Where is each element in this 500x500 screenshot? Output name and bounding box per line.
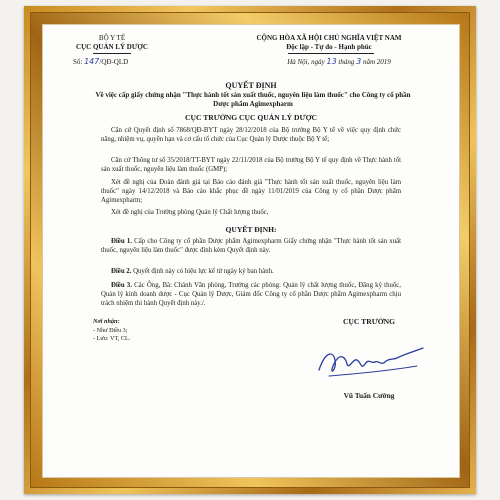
article-2-text: Quyết định này có hiệu lực kể từ ngày ký ban hành. bbox=[133, 268, 274, 275]
article-1-label: Điều 1. bbox=[111, 238, 132, 245]
handwritten-signature bbox=[311, 330, 431, 390]
preamble-paragraph-2: Căn cứ Thông tư số 35/2018/TT-BYT ngày 22/11/2018 của Bộ trưởng Bộ Y tế quy định về Thực hành tốt sản xuất thuốc, nguyên liệu làm thuốc (GMP); bbox=[101, 157, 401, 174]
preamble-paragraph-1: Căn cứ Quyết định số 7868/QĐ-BYT ngày 28/12/2018 của Bộ trưởng Bộ Y tế về việc quy định chức năng, nhiệm vụ, quyền hạn và cơ cấu tổ chức của Cục Quản lý Dược thuộc Bộ Y tế; bbox=[101, 127, 401, 144]
issue-date: Hà Nội, ngày 13 tháng 3 năm 2019 bbox=[287, 57, 391, 66]
article-1 bbox=[101, 237, 401, 255]
handwritten-day: 13 bbox=[326, 57, 337, 66]
recipient-item: - Như Điều 3; bbox=[93, 327, 128, 334]
article-1-text: Cấp cho Công ty cổ phần Dược phẩm Agimexpharm Giấy chứng nhận "Thực hành tốt sản xuất thuốc, nguyên liệu làm thuốc" được đính kèm Quyết định này. bbox=[101, 238, 401, 255]
recipient-item: - Lưu: VT, CL. bbox=[93, 335, 131, 342]
handwritten-month: 3 bbox=[356, 57, 362, 66]
article-3-label: Điều 3. bbox=[111, 282, 132, 289]
document-subject: Về việc cấp giấy chứng nhận "Thực hành tốt sản xuất thuốc, nguyên liệu làm thuốc" cho Công ty cổ phần Dược phẩm Agimexpharm bbox=[95, 91, 411, 108]
article-2 bbox=[101, 267, 401, 276]
decision-document bbox=[42, 24, 460, 478]
ministry-name: BỘ Y TẾ bbox=[98, 34, 126, 42]
document-title: QUYẾT ĐỊNH bbox=[225, 81, 277, 90]
national-slogan: Độc lập - Tự do - Hạnh phúc bbox=[286, 43, 372, 51]
article-3-text: Các Ông, Bà: Chánh Văn phòng, Trưởng các phòng: Quản lý chất lượng thuốc, Đăng ký thuốc, Quản lý kinh doanh dược - Cục Quản lý Dược, Giám đốc Công ty cổ phần Dược phẩm Agimexpharm chịu trách nhiệm thi hành Quyết định này./. bbox=[101, 282, 401, 308]
document-number: Số: 147/QĐ-QLD bbox=[73, 57, 129, 66]
preamble-paragraph-3: Xét đề nghị của Đoàn đánh giá tại Báo cáo đánh giá "Thực hành tốt sản xuất thuốc, nguyên liệu làm thuốc" ngày 14/12/2018 và Báo cáo khắc phục đề ngày 11/01/2019 của Công ty cổ phần Dược phẩm Agimexpharm; bbox=[101, 179, 401, 205]
issuer-title: CỤC TRƯỞNG CỤC QUẢN LÝ DƯỢC bbox=[185, 113, 317, 122]
handwritten-number: 147 bbox=[84, 57, 100, 66]
decision-heading: QUYẾT ĐỊNH: bbox=[225, 225, 277, 234]
slogan-underline bbox=[288, 53, 374, 54]
agency-underline bbox=[93, 53, 131, 54]
signer-name: Vũ Tuấn Cường bbox=[343, 391, 395, 400]
article-3 bbox=[101, 281, 401, 309]
article-2-label: Điều 2. bbox=[111, 268, 132, 275]
preamble-paragraph-4: Xét đề nghị của Trưởng phòng Quản lý Chất lượng thuốc, bbox=[111, 209, 269, 216]
national-motto: CỘNG HÒA XÃ HỘI CHỦ NGHĨA VIỆT NAM bbox=[256, 34, 402, 42]
signer-position: CỤC TRƯỞNG bbox=[342, 317, 396, 326]
recipients-heading: Nơi nhận: bbox=[93, 318, 120, 325]
agency-name: CỤC QUẢN LÝ DƯỢC bbox=[76, 43, 148, 51]
